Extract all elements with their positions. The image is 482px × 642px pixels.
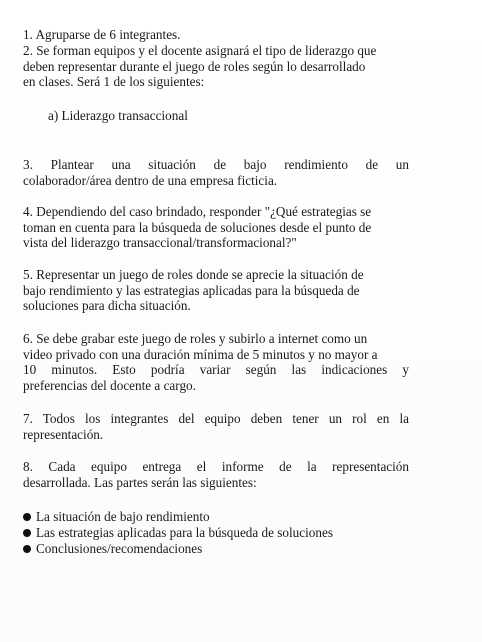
- item-5-line: bajo rendimiento y las estrategias aplicadas para la búsqueda de: [23, 282, 360, 298]
- item-6-line: 10 minutos. Esto podría variar según las indicaciones y: [23, 362, 409, 378]
- item-8-line: 8. Cada equipo entrega el informe de la representación: [23, 459, 409, 474]
- item-4-line: vista del liderazgo transaccional/transformacional?": [23, 235, 297, 251]
- item-3-line: colaborador/área dentro de una empresa ficticia.: [23, 172, 278, 188]
- item-1: [23, 27, 409, 43]
- report-parts-list: [23, 509, 423, 557]
- item-5-line: 5. Representar un juego de roles donde se aprecie la situación de: [23, 267, 364, 282]
- item-8: [23, 459, 409, 490]
- item-2-line: deben representar durante el juego de roles según lo desarrollado: [23, 58, 366, 74]
- list-item-text: La situación de bajo rendimiento: [36, 509, 210, 524]
- list-item-text: Las estrategias aplicadas para la búsqueda de soluciones: [36, 525, 333, 540]
- item-4: [23, 204, 409, 251]
- item-3-line: 3. Plantear una situación de bajo rendimiento de un: [23, 157, 409, 172]
- item-2-line: 2. Se forman equipos y el docente asignará el tipo de liderazgo que: [23, 43, 377, 58]
- option-text: a) Liderazgo transaccional: [48, 108, 188, 123]
- item-1-text: 1. Agruparse de 6 integrantes.: [23, 27, 181, 42]
- item-4-line: 4. Dependiendo del caso brindado, responder "¿Qué estrategias se: [23, 204, 372, 219]
- item-7-line: 7. Todos los integrantes del equipo deben tener un rol en la: [23, 411, 409, 426]
- item-6-line: 6. Se debe grabar este juego de roles y subirlo a internet como un: [23, 331, 368, 346]
- bullet-icon: [23, 545, 31, 553]
- item-6-line: video privado con una duración mínima de 5 minutos y no mayor a: [23, 346, 378, 362]
- bullet-icon: [23, 513, 31, 521]
- item-3: [23, 157, 409, 188]
- list-item: [23, 525, 423, 541]
- item-5: [23, 267, 409, 314]
- list-item: [23, 541, 423, 557]
- item-7: [23, 411, 409, 442]
- bullet-icon: [23, 529, 31, 537]
- item-6-line: preferencias del docente a cargo.: [23, 377, 196, 393]
- item-8-line: desarrollada. Las partes serán las siguientes:: [23, 474, 257, 490]
- item-2-option: [48, 108, 434, 124]
- item-4-line: toman en cuenta para la búsqueda de soluciones desde el punto de: [23, 219, 372, 235]
- item-5-line: soluciones para dicha situación.: [23, 298, 191, 314]
- item-6: [23, 331, 409, 393]
- item-2: [23, 43, 409, 90]
- list-item: [23, 509, 423, 525]
- item-7-line: representación.: [23, 426, 104, 442]
- item-2-line: en clases. Será 1 de los siguientes:: [23, 74, 205, 90]
- list-item-text: Conclusiones/recomendaciones: [36, 541, 203, 556]
